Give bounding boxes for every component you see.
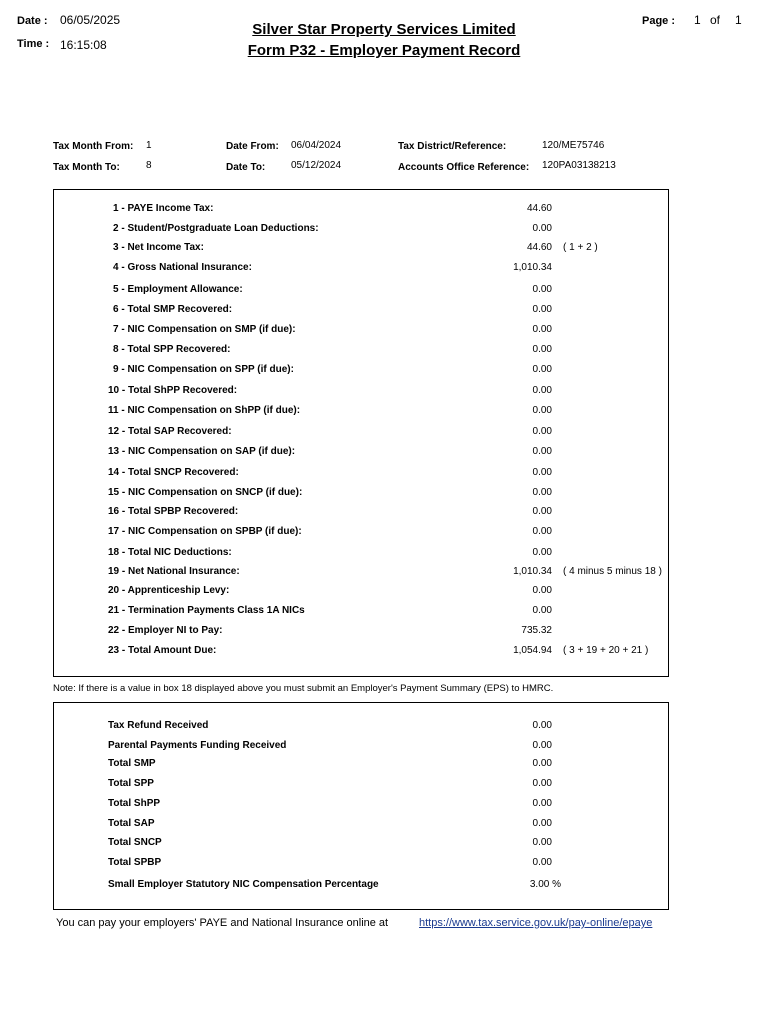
line-label: 10 - Total ShPP Recovered: [108, 385, 238, 396]
line-label: 20 - Apprenticeship Levy: [108, 585, 230, 596]
line-label: 2 - Student/Postgraduate Loan Deductions: [113, 223, 319, 234]
line-label: 4 - Gross National Insurance: [113, 262, 252, 273]
date-to: 05/12/2024 [291, 160, 342, 171]
summary-label: Total SMP [108, 758, 156, 769]
company-name: Silver Star Property Services Limited [252, 21, 516, 38]
line-formula-note: ( 1 + 2 ) [563, 242, 598, 253]
accounts-office-label: Accounts Office Reference: [398, 162, 530, 173]
line-value: 44.60 [526, 203, 552, 214]
line-value: 0.00 [532, 605, 552, 616]
line-label: 22 - Employer NI to Pay: [108, 625, 223, 636]
eps-note: Note: If there is a value in box 18 displayed above you must submit an Employer's Payment Summary (EPS) to HMRC. [53, 683, 554, 694]
line-formula-note: ( 3 + 19 + 20 + 21 ) [563, 645, 649, 656]
date-from-label: Date From: [226, 141, 279, 152]
tax-month-from-label: Tax Month From: [53, 141, 134, 152]
line-label: 19 - Net National Insurance: [108, 566, 240, 577]
pay-online-link[interactable]: https://www.tax.service.gov.uk/pay-online/epaye [419, 917, 653, 929]
line-label: 18 - Total NIC Deductions: [108, 547, 232, 558]
date-from: 06/04/2024 [291, 140, 342, 151]
summary-value: 0.00 [532, 837, 552, 848]
line-value: 1,010.34 [513, 262, 552, 273]
footer-text: You can pay your employers' PAYE and National Insurance online at [56, 917, 389, 929]
line-value: 1,010.34 [513, 566, 552, 577]
summary-value: 0.00 [532, 720, 552, 731]
line-label: 11 - NIC Compensation on ShPP (if due): [108, 405, 301, 416]
line-label: 15 - NIC Compensation on SNCP (if due): [108, 487, 303, 498]
line-label: 9 - NIC Compensation on SPP (if due): [113, 364, 294, 375]
line-value: 0.00 [532, 526, 552, 537]
tax-district-label: Tax District/Reference: [398, 141, 507, 152]
line-value: 0.00 [532, 446, 552, 457]
line-value: 0.00 [532, 426, 552, 437]
line-value: 0.00 [532, 547, 552, 558]
page-of: of [710, 13, 721, 27]
line-value: 0.00 [532, 585, 552, 596]
line-label: 17 - NIC Compensation on SPBP (if due): [108, 526, 302, 537]
payment-lines-box [53, 189, 669, 677]
line-value: 0.00 [532, 405, 552, 416]
summary-box [53, 702, 669, 910]
line-value: 1,054.94 [513, 645, 552, 656]
line-label: 5 - Employment Allowance: [113, 284, 243, 295]
summary-value: 0.00 [532, 758, 552, 769]
line-label: 13 - NIC Compensation on SAP (if due): [108, 446, 296, 457]
date-label: Date : [17, 15, 48, 27]
line-label: 1 - PAYE Income Tax: [113, 203, 214, 214]
summary-label: Small Employer Statutory NIC Compensation Percentage [108, 879, 379, 890]
form-title: Form P32 - Employer Payment Record [247, 42, 521, 59]
summary-label: Total SAP [108, 818, 155, 829]
line-label: 3 - Net Income Tax: [113, 242, 204, 253]
summary-label: Total SPP [108, 778, 154, 789]
line-value: 0.00 [532, 304, 552, 315]
summary-value: 0.00 [532, 857, 552, 868]
page-label: Page : [642, 15, 676, 27]
summary-value: 0.00 [532, 778, 552, 789]
line-label: 14 - Total SNCP Recovered: [108, 467, 239, 478]
line-value: 0.00 [532, 364, 552, 375]
summary-label: Total ShPP [108, 798, 161, 809]
line-value: 0.00 [532, 487, 552, 498]
summary-value: 0.00 [532, 818, 552, 829]
date-to-label: Date To: [226, 162, 266, 173]
line-value: 0.00 [532, 385, 552, 396]
time-value: 16:15:08 [60, 38, 107, 52]
line-label: 23 - Total Amount Due: [108, 645, 217, 656]
summary-value: 0.00 [532, 740, 552, 751]
line-value: 0.00 [532, 223, 552, 234]
line-value: 0.00 [532, 506, 552, 517]
summary-label: Total SPBP [108, 857, 162, 868]
tax-month-from: 1 [146, 140, 152, 151]
line-value: 44.60 [526, 242, 552, 253]
line-formula-note: ( 4 minus 5 minus 18 ) [563, 566, 662, 577]
tax-month-to-label: Tax Month To: [53, 162, 120, 173]
line-value: 0.00 [532, 467, 552, 478]
line-label: 6 - Total SMP Recovered: [113, 304, 233, 315]
summary-value: 3.00 % [529, 879, 561, 890]
line-label: 21 - Termination Payments Class 1A NICs [108, 605, 305, 616]
summary-value: 0.00 [532, 798, 552, 809]
summary-label: Tax Refund Received [108, 720, 209, 731]
line-value: 0.00 [532, 324, 552, 335]
summary-label: Parental Payments Funding Received [108, 740, 287, 751]
tax-month-to: 8 [146, 160, 152, 171]
page-current: 1 [694, 13, 701, 27]
date-value: 06/05/2025 [60, 13, 121, 27]
time-label: Time : [17, 38, 50, 50]
tax-district: 120/ME75746 [542, 140, 605, 151]
accounts-office: 120PA03138213 [542, 160, 616, 171]
line-label: 12 - Total SAP Recovered: [108, 426, 232, 437]
line-label: 16 - Total SPBP Recovered: [108, 506, 239, 517]
summary-label: Total SNCP [108, 837, 162, 848]
line-value: 0.00 [532, 344, 552, 355]
line-label: 7 - NIC Compensation on SMP (if due): [113, 324, 296, 335]
line-label: 8 - Total SPP Recovered: [113, 344, 231, 355]
line-value: 0.00 [532, 284, 552, 295]
page-total: 1 [735, 13, 742, 27]
line-value: 735.32 [521, 625, 552, 636]
